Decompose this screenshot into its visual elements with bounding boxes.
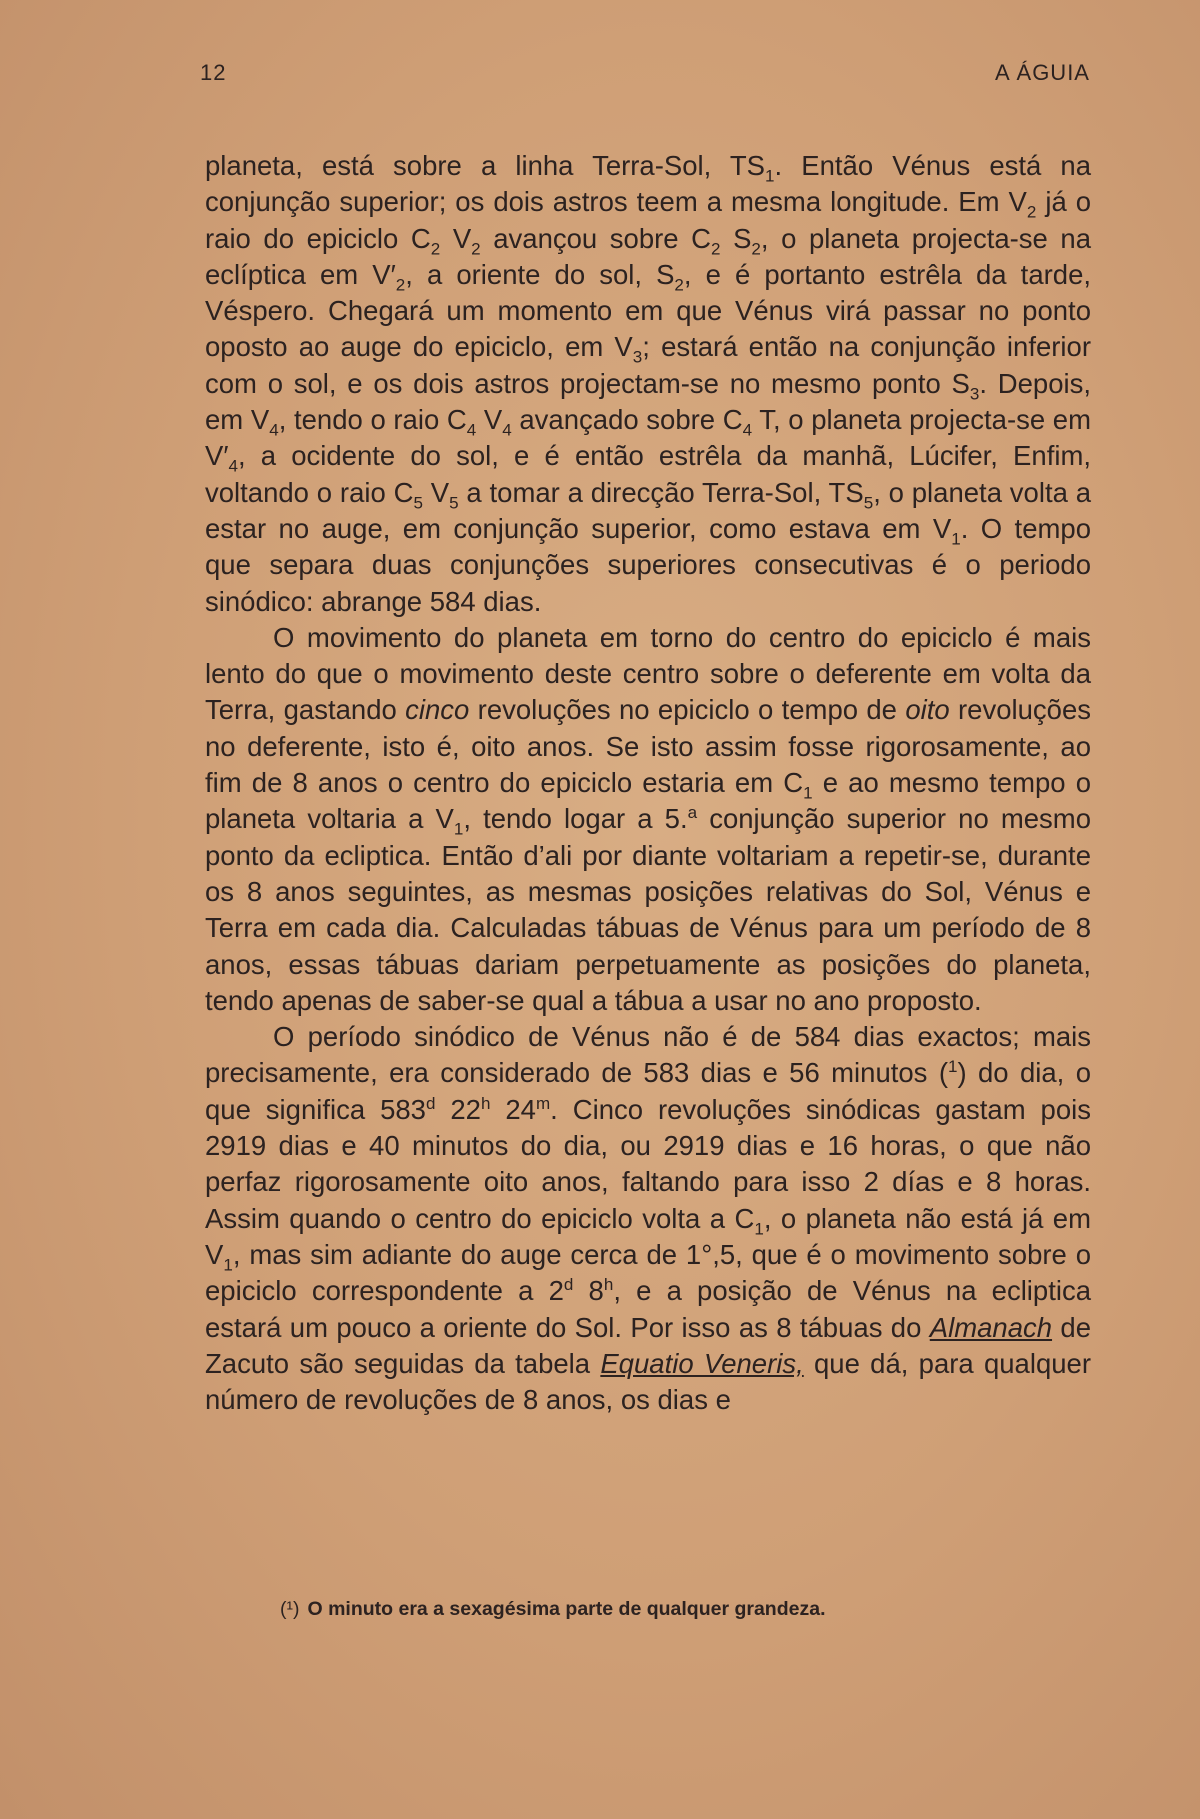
text-run: que dá, para qualquer número de revoluções de 8 anos, os dias e <box>205 1347 1091 1416</box>
paragraph-p3 <box>205 1019 1091 1418</box>
text-run: , o planeta volta a estar no auge, em conjunção superior, como estava em V <box>205 476 1092 544</box>
subscript: 3 <box>969 384 980 404</box>
superscript: h <box>480 1093 491 1113</box>
subscript: 2 <box>430 239 441 259</box>
subscript: 1 <box>453 819 464 839</box>
italic-text: oito <box>905 694 950 726</box>
subscript: 1 <box>803 783 813 803</box>
italic-text: Almanach <box>929 1311 1053 1343</box>
subscript: 2 <box>395 275 406 295</box>
text-run: V <box>422 476 450 508</box>
text-run: 24 <box>490 1093 536 1125</box>
text-run: de Zacuto são seguidas da tabela <box>205 1311 1091 1379</box>
subscript: 2 <box>751 239 761 259</box>
text-run: revoluções no epiciclo o tempo de <box>469 694 906 726</box>
body-text <box>205 148 1091 1418</box>
text-run: , o planeta não está já em V <box>205 1202 1092 1270</box>
text-run: , o planeta projecta-se na eclíptica em V′ <box>205 222 1092 290</box>
subscript: 2 <box>1026 202 1037 222</box>
footnote <box>280 1598 1100 1621</box>
text-run: , a oriente do sol, S <box>405 258 675 290</box>
text-run: avançou sobre C <box>480 222 712 254</box>
superscript: d <box>425 1093 436 1113</box>
text-run: e ao mesmo tempo o planeta voltaria a V <box>205 767 1092 835</box>
text-run: ) do dia, o que significa 583 <box>205 1057 1091 1125</box>
subscript: 4 <box>466 420 477 440</box>
text-run: ; estará então na conjunção inferior com o sol, e os dois astros projectam-se no mesmo ponto S <box>205 331 1091 399</box>
superscript: d <box>563 1275 574 1295</box>
paragraph-p1 <box>205 148 1091 620</box>
text-run: planeta, está sobre a linha Terra-Sol, TS <box>205 150 766 181</box>
subscript: 2 <box>674 275 684 295</box>
paragraph-p2 <box>205 620 1091 1019</box>
superscript: m <box>535 1093 551 1113</box>
text-run: . O tempo que separa duas conjunções superiores consecutivas é o periodo sinódico: abrange 584 dias. <box>205 512 1091 617</box>
text-run: , e a posição de Vénus na ecliptica estará um pouco a oriente do Sol. Por isso as 8 tábuas do <box>205 1275 1092 1343</box>
italic-text: Equatio Veneris, <box>600 1347 804 1379</box>
subscript: 4 <box>269 420 279 440</box>
subscript: 4 <box>228 456 238 476</box>
text-run: conjunção superior no mesmo ponto da ecliptica. Então d’ali por diante voltariam a repetir-se, durante os 8 anos seguintes, as mesmas posições relativas do Sol, Vénus e Terra em cada dia. Calculadas tábuas de Vénus para um período de 8 anos, essas tábuas dariam perpetuamente as posições do planeta, tendo apenas de saber-se qual a tábua a usar no ano proposto. <box>205 803 1091 1016</box>
subscript: 5 <box>413 493 423 513</box>
subscript: 5 <box>449 493 459 513</box>
subscript: 5 <box>863 493 874 513</box>
text-run: , mas sim adiante do auge cerca de 1°,5, que é o movimento sobre o epiciclo correspondente a 2 <box>205 1238 1091 1307</box>
subscript: 2 <box>471 239 481 259</box>
journal-title: A ÁGUIA <box>994 60 1090 85</box>
text-run: avançado sobre C <box>511 404 743 436</box>
subscript: 4 <box>742 420 753 440</box>
text-run: , e é portanto estrêla da tarde, Véspero. Chegará um momento em que Vénus virá passar no ponto oposto ao auge do epiciclo, em V <box>205 258 1091 363</box>
running-header <box>200 60 1090 100</box>
subscript: 2 <box>711 239 721 259</box>
page-number: 12 <box>200 60 227 85</box>
text-run: 22 <box>435 1093 481 1125</box>
subscript: 3 <box>632 347 643 367</box>
text-run: . Cinco revoluções sinódicas gastam pois 2919 dias e 40 minutos do dia, ou 2919 dias e 16 horas, o que não perfaz rigorosamente oito anos, faltando para isso 2 días e 8 horas. Assim quando o centro do epiciclo volta a C <box>205 1093 1091 1234</box>
text-run: revoluções no deferente, isto é, oito anos. Se isto assim fosse rigorosamente, ao fim de 8 anos o centro do epiciclo estaria em C <box>205 694 1091 799</box>
text-run: V <box>476 404 503 436</box>
italic-text: cinco <box>405 694 470 726</box>
superscript: 1 <box>947 1057 958 1077</box>
text-run: S <box>720 222 752 254</box>
text-run: já o raio do epiciclo C <box>205 186 1091 254</box>
subscript: 1 <box>951 529 961 549</box>
text-run: O movimento do planeta em torno do centro do epiciclo é mais lento do que o movimento deste centro sobre o deferente em volta da Terra, gastando <box>205 621 1091 726</box>
text-run: V <box>440 222 472 254</box>
text-run: T, o planeta projecta-se em V′ <box>205 404 1091 472</box>
text-run: , a ocidente do sol, e é então estrêla da manhã, Lúcifer, Enfim, voltando o raio C <box>205 440 1091 508</box>
subscript: 4 <box>502 420 512 440</box>
superscript: a <box>687 803 698 823</box>
text-run: O período sinódico de Vénus não é de 584 dias exactos; mais precisamente, era considerado de 583 dias e 56 minutos ( <box>205 1021 1091 1089</box>
text-run: . Então Vénus está na conjunção superior; os dois astros teem a mesma longitude. Em V <box>205 150 1091 218</box>
text-run: . Depois, em V <box>205 367 1091 436</box>
text-run: , tendo o raio C <box>278 404 467 436</box>
text-run: a tomar a direcção Terra-Sol, TS <box>458 476 864 508</box>
subscript: 1 <box>223 1255 233 1275</box>
footnote-mark: (¹) <box>280 1598 300 1620</box>
text-run: 8 <box>573 1275 604 1307</box>
superscript: h <box>603 1275 614 1295</box>
subscript: 1 <box>754 1219 764 1239</box>
subscript: 1 <box>765 166 775 186</box>
text-run: , tendo logar a 5. <box>463 803 688 835</box>
footnote-text: O minuto era a sexagésima parte de qualquer grandeza. <box>307 1598 826 1620</box>
